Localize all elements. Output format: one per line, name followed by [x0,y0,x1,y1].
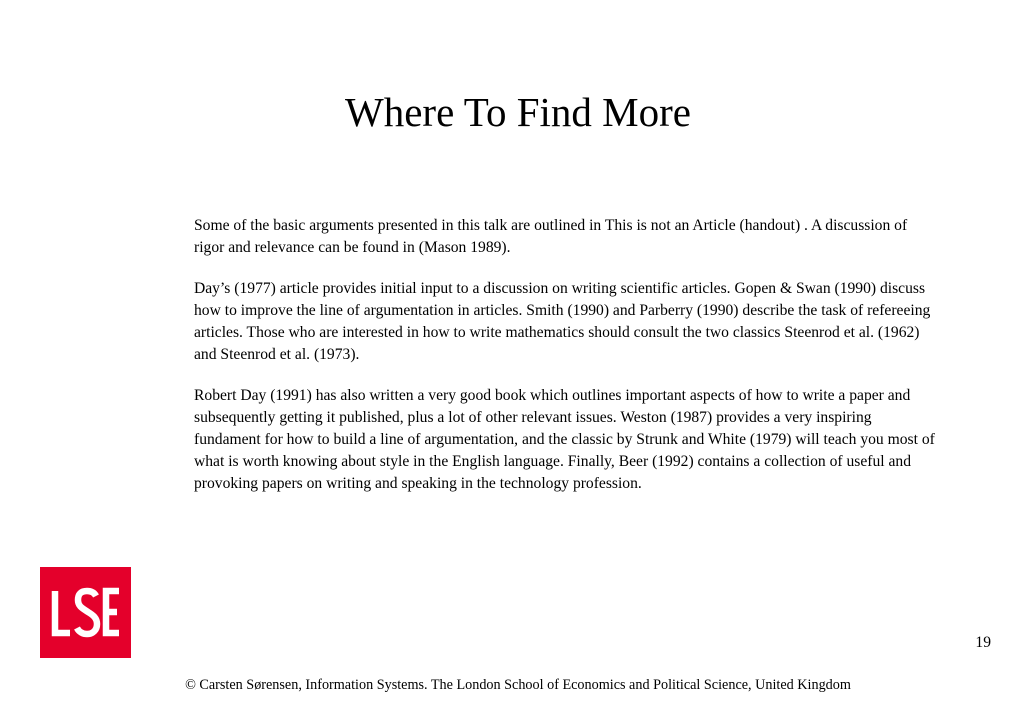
footer-copyright: © Carsten Sørensen, Information Systems. The London School of Economics and Political Science, United Kingdom [185,677,851,693]
slide-title: Where To Find More [345,89,691,135]
lse-logo [40,567,131,658]
body-paragraph-3: Robert Day (1991) has also written a very good book which outlines important aspects of how to write a paper and subsequently getting it published, plus a lot of other relevant issues. Weston (1987) provides a very inspiring fundament for how to build a line of argumentation, and the classic by Strunk and White (1979) will teach you most of what is worth knowing about style in the English language. Finally, Beer (1992) contains a collection of useful and provoking papers on writing and speaking in the technology profession. [194,387,935,492]
slide-body [194,215,939,514]
lse-logo-icon [40,567,131,658]
body-paragraph-1: Some of the basic arguments presented in this talk are outlined in This is not an Article (handout) . A discussion of rigor and relevance can be found in (Mason 1989). [194,217,908,256]
page-number: 19 [975,634,991,651]
body-paragraph-2: Day’s (1977) article provides initial input to a discussion on writing scientific articles. Gopen & Swan (1990) discuss how to improve the line of argumentation in articles. Smith (1990) and Parberry (1990) describe the task of refereeing articles. Those who are interested in how to write mathematics should consult the two classics Steenrod et al. (1962) and Steenrod et al. (1973). [194,280,931,363]
